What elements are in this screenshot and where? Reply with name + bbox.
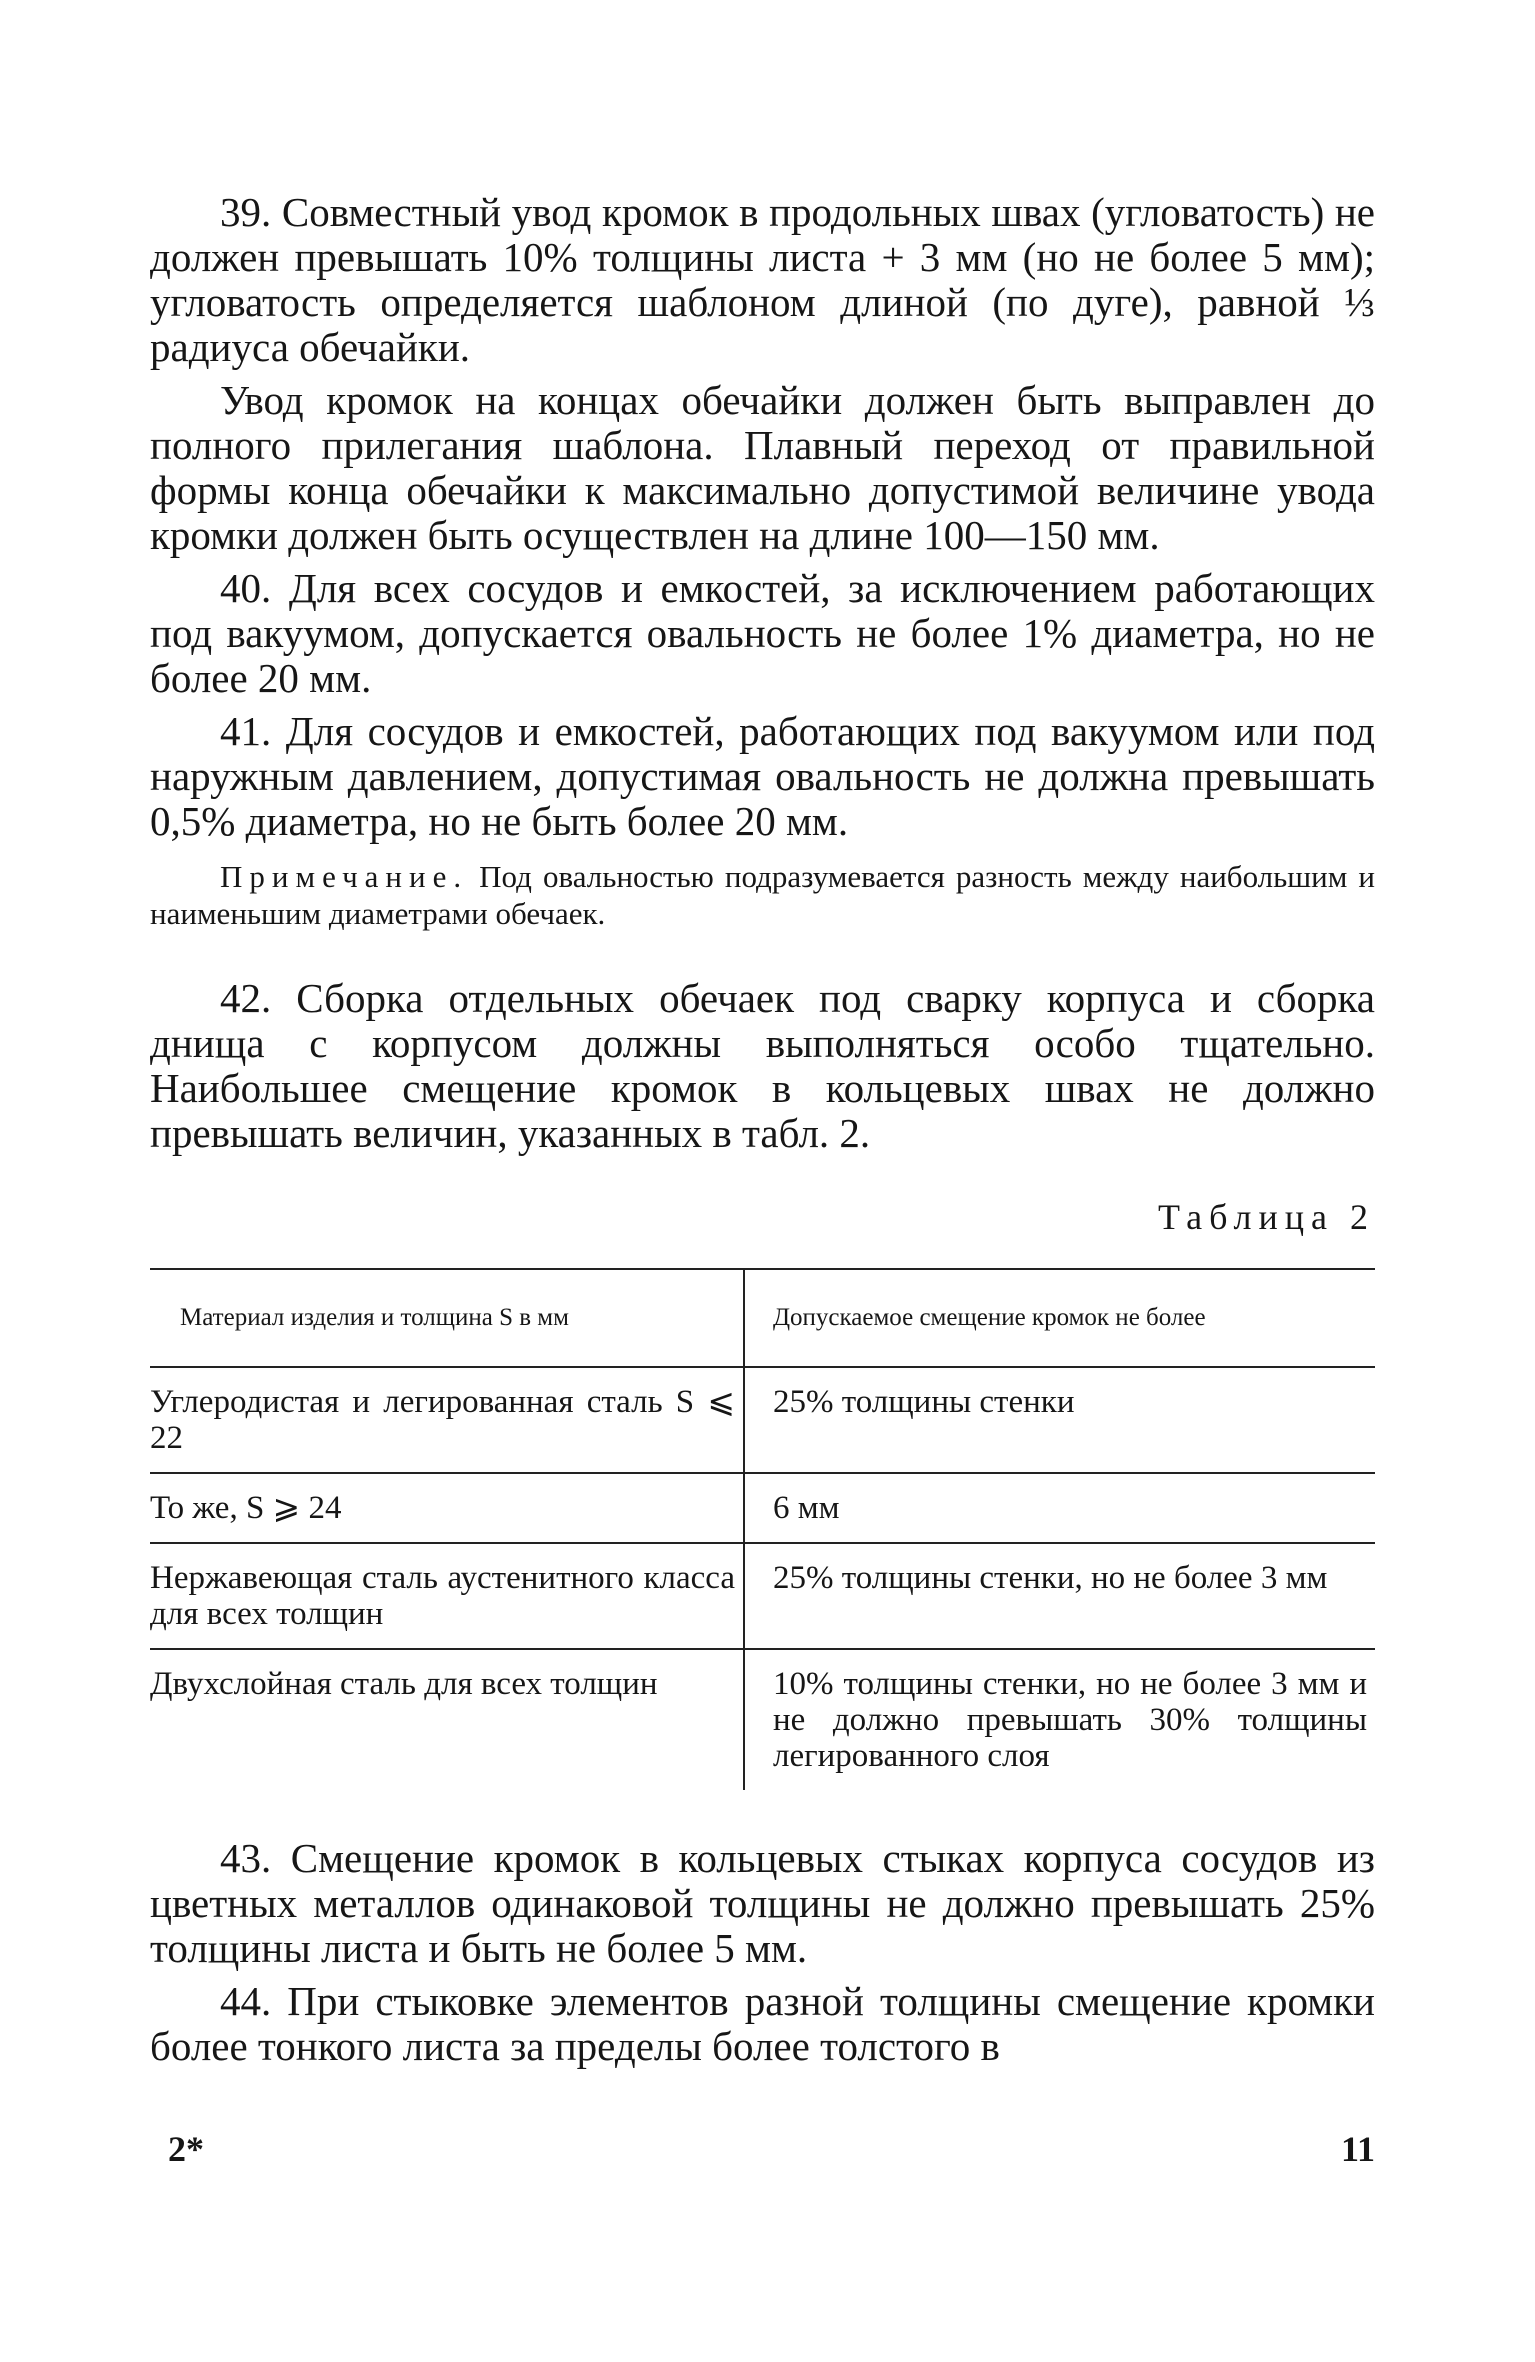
page-number: 11: [1340, 2129, 1375, 2169]
paragraph-39: 39. Совместный увод кромок в продольных швах (угловатость) не должен превышать 10% толщины листа + 3 мм (но не более 5 мм); угловатость определяется шаблоном длиной (по дуге), равной ⅓ радиуса обечайки.: [150, 189, 1375, 370]
paragraph-41: 41. Для сосудов и емкостей, работающих под вакуумом или под наружным давлением, допустимая овальность не должна превышать 0,5% диаметра, но не быть более 20 мм.: [150, 708, 1375, 844]
page-footer: [168, 2128, 1375, 2170]
table-row: [150, 1543, 1375, 1649]
paragraph-42: 42. Сборка отдельных обечаек под сварку корпуса и сборка днища с корпусом должны выполняться особо тщательно. Наибольшее смещение кромок в кольцевых швах не должно превышать величин, указанных в табл. 2.: [150, 975, 1375, 1156]
page-content: [150, 190, 1375, 2077]
note-label: Примечание.: [220, 859, 469, 894]
table-header-offset: Допускаемое смещение кромок не более: [744, 1269, 1375, 1367]
paragraph-40: 40. Для всех сосудов и емкостей, за исключением работающих под вакуумом, допускается овальность не более 1% диаметра, но не более 20 мм.: [150, 565, 1375, 701]
note: [150, 858, 1375, 932]
table-header-material: Материал изделия и толщина S в мм: [150, 1269, 744, 1367]
table-cell-material: То же, S ⩾ 24: [150, 1473, 744, 1543]
table-cell-material: Двухслойная сталь для всех толщин: [150, 1649, 744, 1790]
note-text: Под овальностью подразумевается разность между наибольшим и наименьшим диаметрами обечаек.: [150, 859, 1375, 931]
after-table: [150, 1836, 1375, 2069]
table-cell-material: Углеродистая и легированная сталь S ⩽ 22: [150, 1367, 744, 1473]
table-row: [150, 1649, 1375, 1790]
signature-mark: 2*: [168, 2129, 204, 2169]
table-cell-offset: 25% толщины стенки: [744, 1367, 1375, 1473]
paragraph-39-continuation: Увод кромок на концах обечайки должен быть выправлен до полного прилегания шаблона. Плавный переход от правильной формы конца обечайки к максимально допустимой величине увода кромки должен быть осуществлен на длине 100—150 мм.: [150, 377, 1375, 558]
table-cell-material: Нержавеющая сталь аустенитного класса для всех толщин: [150, 1543, 744, 1649]
table-cell-offset: 6 мм: [744, 1473, 1375, 1543]
paragraph-44: 44. При стыковке элементов разной толщины смещение кромки более тонкого листа за пределы более толстого в: [150, 1978, 1375, 2069]
table-caption: Таблица 2: [1158, 1197, 1375, 1237]
table-cell-offset: 25% толщины стенки, но не более 3 мм: [744, 1543, 1375, 1649]
paragraph-43: 43. Смещение кромок в кольцевых стыках корпуса сосудов из цветных металлов одинаковой толщины не должно превышать 25% толщины листа и быть не более 5 мм.: [150, 1835, 1375, 1971]
table-cell-offset: 10% толщины стенки, но не более 3 мм и не должно превышать 30% толщины легированного слоя: [773, 1666, 1367, 1774]
table-row: [150, 1367, 1375, 1473]
table-header-row: [150, 1269, 1375, 1367]
table-row: [150, 1473, 1375, 1543]
table-2: [150, 1268, 1375, 1790]
